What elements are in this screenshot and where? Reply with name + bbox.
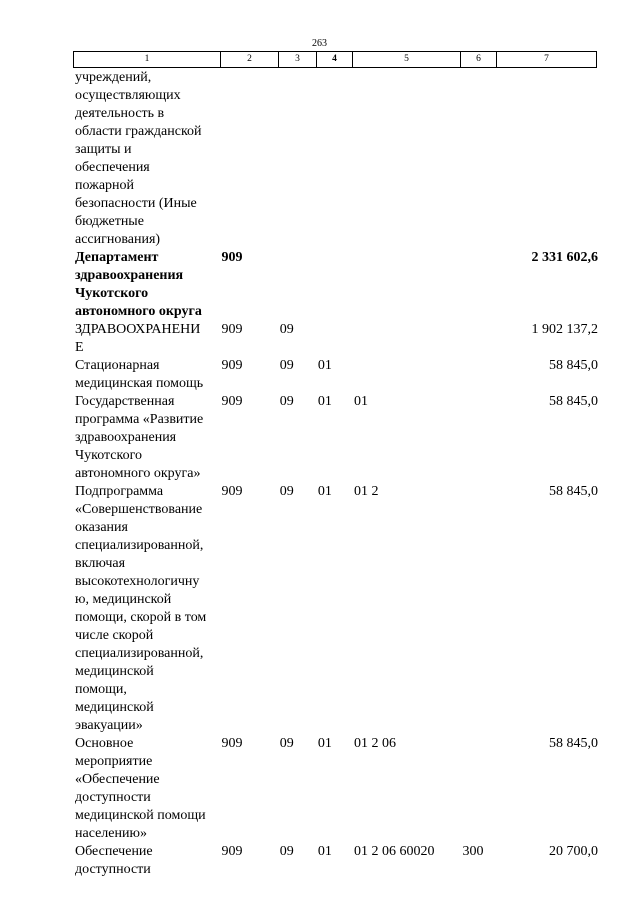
- row-name: Департамент здравоохранения Чукотского автономного округа: [75, 250, 202, 319]
- row-amount: 58 845,0: [549, 736, 598, 751]
- row-code-admin: [222, 69, 280, 249]
- row-amount: 58 845,0: [549, 484, 598, 499]
- row-code-subsection: [318, 249, 354, 321]
- row-code-section: 09: [279, 844, 294, 859]
- row-code-target: 01 2 06 60020: [354, 844, 435, 859]
- row-code-target: [354, 69, 462, 249]
- header-col-4: 4: [317, 52, 353, 68]
- row-code-admin: 909: [221, 484, 243, 499]
- row-code-expense-type: [462, 483, 498, 735]
- header-col-2: 2: [221, 52, 279, 68]
- row-amount: [499, 69, 598, 249]
- row-code-admin: 909: [221, 358, 243, 373]
- row-code-target: [354, 357, 462, 393]
- table-row: [75, 357, 598, 393]
- table-row: [75, 249, 598, 321]
- row-code-subsection: 01: [317, 484, 332, 499]
- table-row: [75, 321, 598, 357]
- row-code-target: [354, 321, 462, 357]
- row-code-target: [354, 249, 462, 321]
- row-code-section: 09: [279, 736, 294, 751]
- row-code-expense-type: [462, 249, 498, 321]
- row-name: учреждений, осуществляющих деятельность в области гражданской защиты и обеспечения пожарной безопасности (Иные бюджетные ассигнования): [75, 70, 202, 247]
- table-row: [75, 735, 598, 843]
- row-code-expense-type: [462, 393, 498, 483]
- row-code-section: 09: [279, 484, 294, 499]
- table-row: [75, 483, 598, 735]
- row-code-target: 01 2: [354, 484, 379, 499]
- row-name: Обеспечение доступности: [75, 844, 153, 877]
- header-col-3: 3: [279, 52, 317, 68]
- row-code-section: [280, 69, 318, 249]
- row-code-expense-type: [462, 69, 498, 249]
- row-code-expense-type: [462, 357, 498, 393]
- row-code-admin: 909: [221, 394, 243, 409]
- row-code-expense-type: [462, 321, 498, 357]
- row-code-admin: 909: [221, 844, 243, 859]
- budget-table: [75, 69, 598, 879]
- column-header-row: [73, 51, 597, 68]
- row-code-section: 09: [279, 394, 294, 409]
- row-code-target: 01: [354, 394, 369, 409]
- row-amount: 20 700,0: [549, 844, 598, 859]
- row-name: Стационарная медицинская помощь: [75, 358, 204, 391]
- header-col-5: 5: [353, 52, 461, 68]
- table-row: [75, 393, 598, 483]
- row-code-section: [280, 249, 318, 321]
- header-col-7: 7: [497, 52, 597, 68]
- row-code-expense-type: 300: [462, 844, 484, 859]
- row-code-subsection: [318, 69, 354, 249]
- row-code-admin: 909: [221, 736, 243, 751]
- row-amount: 2 331 602,6: [531, 250, 598, 265]
- row-name: ЗДРАВООХРАНЕНИ Е: [75, 322, 201, 355]
- row-code-expense-type: [462, 735, 498, 843]
- header-col-6: 6: [461, 52, 497, 68]
- row-amount: 58 845,0: [549, 358, 598, 373]
- row-code-admin: 909: [221, 250, 243, 265]
- row-code-target: 01 2 06: [354, 736, 397, 751]
- page-number: 263: [312, 38, 327, 49]
- row-code-admin: 909: [221, 322, 243, 337]
- header-col-1: 1: [74, 52, 221, 68]
- row-code-subsection: 01: [317, 394, 332, 409]
- table-row: [75, 69, 598, 249]
- row-name: Подпрограмма «Совершенствование оказания специализированной, включая высокотехнологичну ю, медицинской помощи, скорой в том числе скорой специализированной, медицинской помощи, медицинской эвакуации»: [75, 484, 207, 733]
- row-name: Государственная программа «Развитие здравоохранения Чукотского автономного округа»: [75, 394, 204, 481]
- row-code-subsection: 01: [317, 844, 332, 859]
- row-code-section: 09: [279, 322, 294, 337]
- row-code-subsection: [318, 321, 354, 357]
- table-row: [75, 843, 598, 879]
- row-amount: 1 902 137,2: [531, 322, 598, 337]
- row-amount: 58 845,0: [549, 394, 598, 409]
- row-code-section: 09: [279, 358, 294, 373]
- row-code-subsection: 01: [317, 736, 332, 751]
- row-code-subsection: 01: [317, 358, 332, 373]
- row-name: Основное мероприятие «Обеспечение доступности медицинской помощи населению»: [75, 736, 206, 841]
